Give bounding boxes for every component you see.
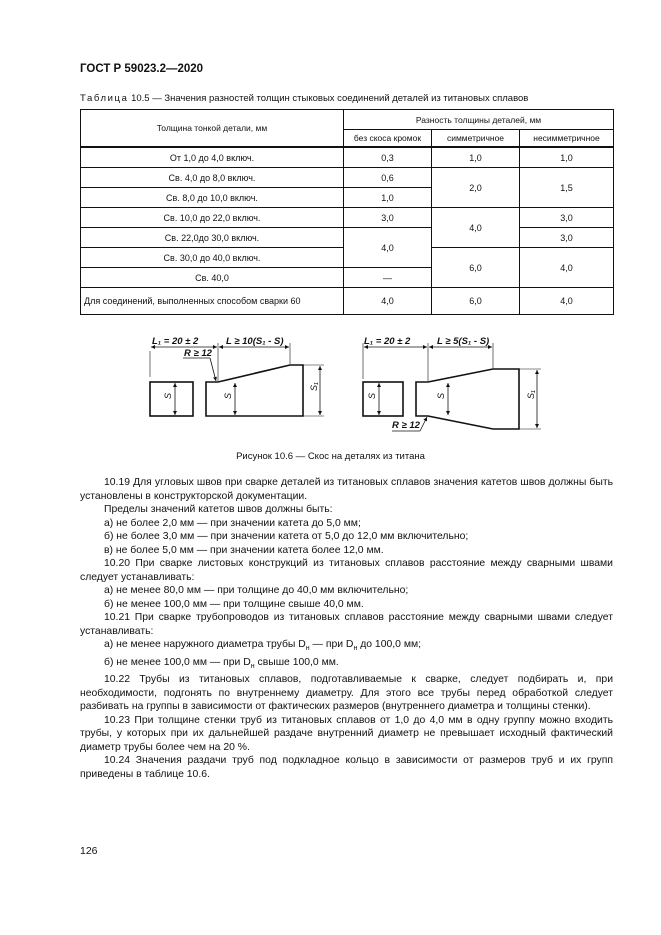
- row-label: Св. 4,0 до 8,0 включ.: [81, 168, 344, 188]
- row-label: Св. 10,0 до 22,0 включ.: [81, 208, 344, 228]
- list-item: [80, 638, 613, 656]
- cell: 1,0: [344, 188, 432, 208]
- cell: 4,0: [520, 248, 614, 288]
- table-row: [81, 168, 614, 188]
- list-item: а) не менее 80,0 мм — при толщине до 40,0 мм включительно;: [104, 585, 409, 596]
- left-r-label: R ≥ 12: [184, 348, 212, 359]
- cell: 4,0: [344, 228, 432, 268]
- text-span: свыше 100,0 мм.: [254, 656, 339, 668]
- left-s1-label: S₁: [309, 382, 319, 391]
- cell: 1,0: [432, 147, 520, 168]
- table-caption-text: 10.5 — Значения разностей толщин стыковых соединений деталей из титановых сплавов: [131, 93, 529, 104]
- right-s1-label: S₁: [526, 390, 536, 399]
- cell: 3,0: [520, 228, 614, 248]
- paragraph-limits: Пределы значений катетов швов должны быть:: [104, 504, 333, 515]
- col-group-header: Разность толщины деталей, мм: [344, 110, 614, 130]
- cell: 3,0: [520, 208, 614, 228]
- figure-caption: Рисунок 10.6 — Скос на деталях из титана: [236, 451, 425, 462]
- bevel-figure: [0, 325, 661, 445]
- sub-header: без скоса кромок: [344, 130, 432, 148]
- cell: 0,3: [344, 147, 432, 168]
- cell: 4,0: [432, 208, 520, 248]
- cell: 1,5: [520, 168, 614, 208]
- row-label: Для соединений, выполненных способом сварки 60: [81, 288, 344, 315]
- left-s-label-2: S: [223, 392, 233, 399]
- document-header: ГОСТ Р 59023.2—2020: [80, 63, 204, 75]
- right-s-label-2: S: [436, 392, 446, 399]
- paragraph-10-24: 10.24 Значения раздачи труб под подкладное кольцо в зависимости от размеров труб и их групп приведены в таблице 10.6.: [80, 755, 613, 780]
- col-thin-header: Толщина тонкой детали, мм: [81, 110, 344, 148]
- table-row: [81, 228, 614, 248]
- row-label: Св. 40,0: [81, 268, 344, 288]
- cell: 4,0: [520, 288, 614, 315]
- body-text: [80, 476, 613, 781]
- table-row: [81, 208, 614, 228]
- right-l-label: L ≥ 5(S₁ - S): [437, 336, 490, 347]
- row-label: Св. 8,0 до 10,0 включ.: [81, 188, 344, 208]
- sub-header: несимметричное: [520, 130, 614, 148]
- row-label: От 1,0 до 4,0 включ.: [81, 147, 344, 168]
- text-span: б) не менее 100,0 мм — при D: [104, 656, 251, 668]
- subscript: н: [305, 645, 310, 653]
- cell: 6,0: [432, 288, 520, 315]
- paragraph-10-21: 10.21 При сварке трубопроводов из титановых сплавов расстояние между сварными швами следует устанавливать:: [80, 612, 613, 637]
- sub-header: симметричное: [432, 130, 520, 148]
- subscript: н: [250, 662, 255, 670]
- cell: 0,6: [344, 168, 432, 188]
- left-thick-plate: [206, 365, 303, 416]
- cell: 6,0: [432, 248, 520, 288]
- list-item: б) не менее 100,0 мм — при толщине свыше 40,0 мм.: [104, 598, 364, 610]
- cell: 1,0: [520, 147, 614, 168]
- right-thick-plate: [416, 369, 519, 429]
- text-span: а) не менее наружного диаметра трубы D: [104, 639, 306, 650]
- cell: 4,0: [344, 288, 432, 315]
- left-l-label: L ≥ 10(S₁ - S): [226, 336, 284, 347]
- left-s-label: S: [163, 392, 173, 399]
- list-item: б) не более 3,0 мм — при значении катета от 5,0 до 12,0 мм включительно;: [104, 531, 469, 542]
- table-caption: [80, 93, 528, 104]
- paragraph-10-20: 10.20 При сварке листовых конструкций из титановых сплавов расстояние между сварными швами следует устанавливать:: [80, 558, 613, 583]
- table-row: [81, 288, 614, 315]
- cell: 3,0: [344, 208, 432, 228]
- cell: —: [344, 268, 432, 288]
- table-row: [81, 147, 614, 168]
- cell: 2,0: [432, 168, 520, 208]
- list-item: а) не более 2,0 мм — при значении катета до 5,0 мм;: [104, 517, 361, 529]
- row-label: Св. 30,0 до 40,0 включ.: [81, 248, 344, 268]
- right-r-label: R ≥ 12: [392, 420, 420, 431]
- text-span: до 100,0 мм;: [357, 639, 421, 650]
- text-span: — при D: [309, 639, 354, 650]
- paragraph-10-22: 10.22 Трубы из титановых сплавов, подготавливаемые к сварке, следует подбирать и, при необходимости, подгонять по внутреннему диаметру. Для этого все трубы перед обработкой следует разбивать на группы в зависимости от фактических размеров (внутреннего диаметра и толщины стенки).: [80, 674, 613, 713]
- table-caption-label: Таблица: [80, 93, 129, 104]
- list-item: [80, 656, 613, 674]
- thickness-difference-table: [80, 109, 614, 315]
- paragraph-10-19: 10.19 Для угловых швов при сварке деталей из титановых сплавов значения катетов швов должны быть установлены в конструкторской документации.: [80, 477, 613, 502]
- subscript: н: [353, 645, 358, 653]
- right-s-label: S: [367, 392, 377, 399]
- list-item: в) не более 5,0 мм — при значении катета более 12,0 мм.: [104, 544, 384, 556]
- row-label: Св. 22,0до 30,0 включ.: [81, 228, 344, 248]
- left-l1-label: L₁ = 20 ± 2: [152, 336, 199, 347]
- page-number: 126: [80, 845, 98, 857]
- paragraph-10-23: 10.23 При толщине стенки труб из титановых сплавов от 1,0 до 4,0 мм в одну группу можно входить трубы, у которых при их дальнейшей раздаче внутренний диаметр не превышает исходный фактический диаметр трубы более чем на 20 %.: [80, 714, 613, 753]
- right-l1-label: L₁ = 20 ± 2: [364, 336, 411, 347]
